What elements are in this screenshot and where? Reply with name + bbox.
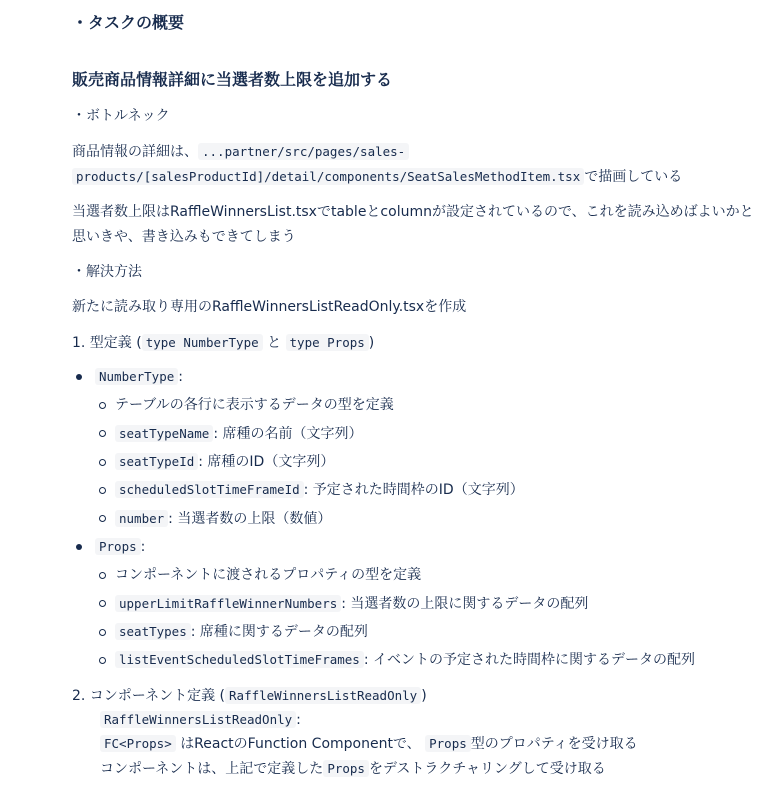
field-desc: : 席種の名前（文字列） bbox=[213, 426, 363, 442]
step1-heading bbox=[72, 333, 374, 353]
field-code: upperLimitRaffleWinnerNumbers bbox=[115, 595, 341, 612]
task-title: 販売商品情報詳細に当選者数上限を追加する bbox=[72, 70, 393, 89]
circle-bullet-icon bbox=[99, 402, 106, 409]
circle-bullet-icon bbox=[99, 515, 106, 522]
number-type-field bbox=[115, 424, 362, 444]
number-type-desc: テーブルの各行に表示するデータの型を定義 bbox=[115, 397, 394, 413]
bullet-icon bbox=[76, 544, 82, 550]
step1-code2: type Props bbox=[286, 334, 369, 351]
section-title: ・タスクの概要 bbox=[72, 13, 185, 32]
fc-text2: 型のプロパティを受け取る bbox=[470, 736, 638, 752]
number-type-colon: : bbox=[178, 369, 183, 385]
circle-bullet-icon bbox=[99, 487, 106, 494]
number-type-field bbox=[115, 509, 331, 529]
component-line bbox=[100, 710, 301, 730]
fc-props-code: Props bbox=[425, 735, 471, 752]
step1-code1: type NumberType bbox=[142, 334, 263, 351]
circle-bullet-icon bbox=[99, 459, 106, 466]
step2-prefix: 2. コンポーネント定義 ( bbox=[72, 688, 226, 704]
field-code: number bbox=[115, 510, 168, 527]
circle-bullet-icon bbox=[99, 600, 106, 607]
destructure-line bbox=[100, 759, 606, 779]
detail-para-line2 bbox=[72, 167, 682, 187]
props-type-desc: コンポーネントに渡されるプロパティの型を定義 bbox=[115, 567, 422, 583]
props-type-item bbox=[95, 537, 145, 557]
field-code: seatTypeName bbox=[115, 425, 213, 442]
field-desc: : 席種のID（文字列） bbox=[198, 454, 335, 470]
number-type-code: NumberType bbox=[95, 368, 178, 385]
path-code-2: products/[salesProductId]/detail/components/SeatSalesMethodItem.tsx bbox=[72, 168, 584, 185]
detail-prefix: 商品情報の詳細は、 bbox=[72, 144, 198, 160]
bottleneck-label: ・ボトルネック bbox=[72, 108, 170, 124]
fc-code: FC<Props> bbox=[100, 735, 176, 752]
field-desc: : 席種に関するデータの配列 bbox=[190, 624, 368, 640]
solution-label: ・解決方法 bbox=[72, 264, 142, 280]
last-text1: コンポーネントは、上記で定義した bbox=[100, 761, 324, 777]
props-type-code: Props bbox=[95, 538, 141, 555]
circle-bullet-icon bbox=[99, 657, 106, 664]
field-code: listEventScheduledSlotTimeFrames bbox=[115, 651, 364, 668]
fc-text1: はReactのFunction Componentで、 bbox=[180, 736, 421, 752]
props-type-colon: : bbox=[140, 539, 146, 555]
last-props-code: Props bbox=[323, 760, 369, 777]
props-type-field bbox=[115, 594, 588, 614]
number-type-field bbox=[115, 480, 524, 500]
step2-heading bbox=[72, 686, 427, 706]
detail-suffix: で描画している bbox=[584, 169, 683, 185]
props-type-field bbox=[115, 650, 695, 670]
path-code-1: ...partner/src/pages/sales- bbox=[198, 143, 409, 160]
step2-suffix: ) bbox=[421, 688, 427, 704]
field-desc: : 当選者数の上限に関するデータの配列 bbox=[341, 596, 589, 612]
number-type-item bbox=[95, 367, 183, 387]
circle-bullet-icon bbox=[99, 629, 106, 636]
last-text2: をデストラクチャリングして受け取る bbox=[368, 761, 606, 777]
field-desc: : 当選者数の上限（数値） bbox=[168, 511, 332, 527]
field-desc: : 予定された時間枠のID（文字列） bbox=[303, 482, 524, 498]
step2-code: RaffleWinnersListReadOnly bbox=[225, 687, 421, 704]
field-code: scheduledSlotTimeFrameId bbox=[115, 481, 304, 498]
field-code: seatTypeId bbox=[115, 453, 198, 470]
step1-middle: と bbox=[267, 335, 282, 351]
winners-para-line1: 当選者数上限はRaffleWinnersList.tsxでtableとcolumnが設定されているので、これを読み込めばよいかと bbox=[72, 204, 754, 220]
winners-para-line2: 思いきや、書き込みもできてしまう bbox=[72, 229, 296, 245]
component-colon: : bbox=[296, 712, 301, 728]
step1-prefix: 1. 型定義 ( bbox=[72, 335, 142, 351]
fc-line bbox=[100, 734, 638, 754]
bullet-icon bbox=[76, 374, 82, 380]
step1-suffix: ) bbox=[368, 335, 375, 351]
field-code: seatTypes bbox=[115, 623, 191, 640]
detail-para-line1 bbox=[72, 142, 409, 162]
props-type-field bbox=[115, 622, 368, 642]
field-desc: : イベントの予定された時間枠に関するデータの配列 bbox=[363, 652, 695, 668]
component-code: RaffleWinnersListReadOnly bbox=[100, 711, 296, 728]
solution-text: 新たに読み取り専用のRaffleWinnersListReadOnly.tsxを作成 bbox=[72, 299, 467, 315]
circle-bullet-icon bbox=[99, 572, 106, 579]
circle-bullet-icon bbox=[99, 430, 106, 437]
number-type-field bbox=[115, 452, 334, 472]
